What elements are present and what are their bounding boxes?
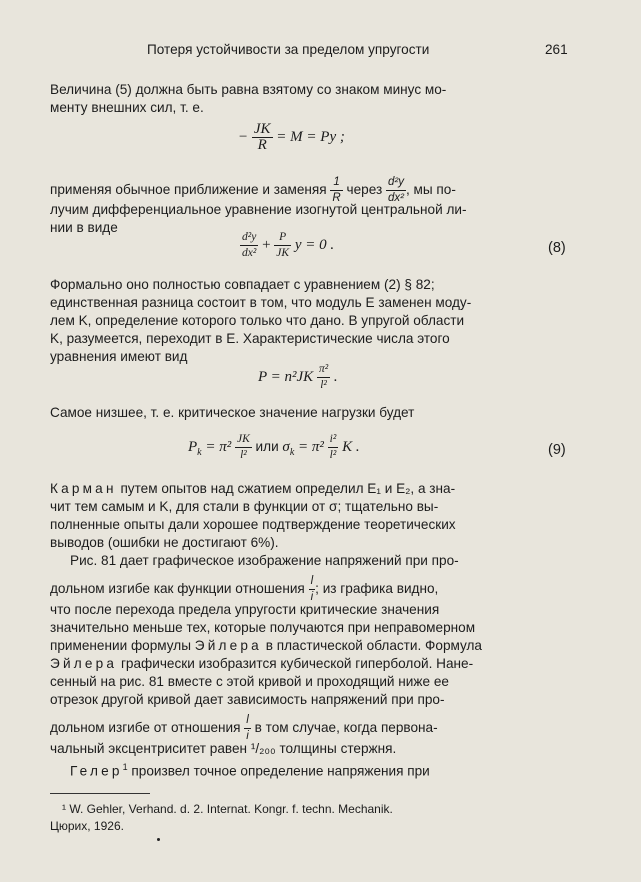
text-line: применяя обычное приближение и заменяя $\frac{1}{R}$ через $\frac{\text{d²y}}{\text{dx²}}$ , мы по-	[50, 176, 456, 204]
text-line: сенный на рис. 81 вместе с этой кривой и проходящий ниже ее	[50, 674, 449, 689]
text-line: Величина (5) должна быть равна взятому со знаком минус мо-	[50, 82, 447, 97]
text-line: K, разумеется, переходит в E. Характеристические числа этого	[50, 331, 450, 346]
author-name: Эйлера	[194, 638, 262, 653]
text-line: лучим дифференциальное уравнение изогнутой центральной ли-	[50, 202, 467, 217]
equation-9: $P_k = \pi^2$ $\frac{JK}{\text{l²}}$ или $\sigma_k = \pi^2$ $\frac{\text{i²}}{\text{l²}}$ K .	[188, 433, 360, 461]
equation-moment: − $\frac{JK}{R}$ = M = Py ;	[238, 121, 345, 153]
text-line: единственная разница состоит в том, что модуль E заменен моду-	[50, 295, 472, 310]
author-name: Карман	[50, 481, 117, 496]
text-line: нии в виде	[50, 220, 118, 235]
text-line: отрезок другой кривой дает зависимость напряжений при про-	[50, 692, 445, 707]
text-line: Карман путем опытов над сжатием определил E₁ и E₂, а зна-	[50, 481, 456, 496]
text-line: уравнения имеют вид	[50, 349, 188, 364]
text-line: менту внешних сил, т. е.	[50, 100, 204, 115]
author-name: Гелер	[70, 763, 123, 779]
footnote-line: Цюрих, 1926.	[50, 819, 124, 833]
equation-eigenvalues: P = n²JK $\frac{\text{π²}}{\text{l²}}$ .	[258, 363, 338, 391]
text-line: дольном изгибе как функции отношения $\frac{l}{i}$ ; из графика видно,	[50, 575, 439, 603]
text-line: полненные опыты дали хорошее подтверждение теоретических	[50, 517, 456, 532]
running-title: Потеря устойчивости за пределом упругости	[147, 42, 430, 57]
text-line: дольном изгибе от отношения $\frac{l}{i}$ в том случае, когда первона-	[50, 714, 438, 742]
footnote-line: ¹ W. Gehler, Verhand. d. 2. Internat. Kongr. f. techn. Mechanik.	[62, 802, 393, 816]
equation-8: $\frac{\text{d²y}}{\text{dx²}}$ + $\frac{P}{JK}$ y = 0 .	[242, 231, 335, 259]
text-line: значительно меньше тех, которые получаются при неправомерном	[50, 620, 476, 635]
text-line: чит тем самым и K, для стали в функции от σ; тщательно вы-	[50, 499, 439, 514]
text-line: Рис. 81 дает графическое изображение напряжений при про-	[70, 553, 459, 568]
text-line: лем K, определение которого только что дано. В упругой области	[50, 313, 465, 328]
text-line: что после перехода предела упругости критические значения	[50, 602, 440, 617]
author-name: Эйлера	[50, 656, 118, 671]
text-line: Формально оно полностью совпадает с уравнением (2) § 82;	[50, 277, 435, 292]
text-line: Самое низшее, т. е. критическое значение нагрузки будет	[50, 405, 415, 420]
text-line: выводов (ошибки не достигают 6%).	[50, 535, 279, 550]
text-line: чальный эксцентриситет равен ¹/₂₀₀ толщины стержня.	[50, 741, 397, 756]
equation-number: (8)	[548, 240, 566, 256]
text-line: Эйлера графически изобразится кубической гиперболой. Нане-	[50, 656, 474, 671]
text-line: применении формулы Эйлера в пластической области. Формула	[50, 638, 482, 653]
equation-number: (9)	[548, 442, 566, 458]
page-number: 261	[545, 42, 568, 57]
ink-speck	[157, 838, 160, 841]
footnote-rule	[50, 793, 150, 794]
text-line: Гелер$^1$ произвел точное определение напряжения при	[70, 762, 430, 779]
